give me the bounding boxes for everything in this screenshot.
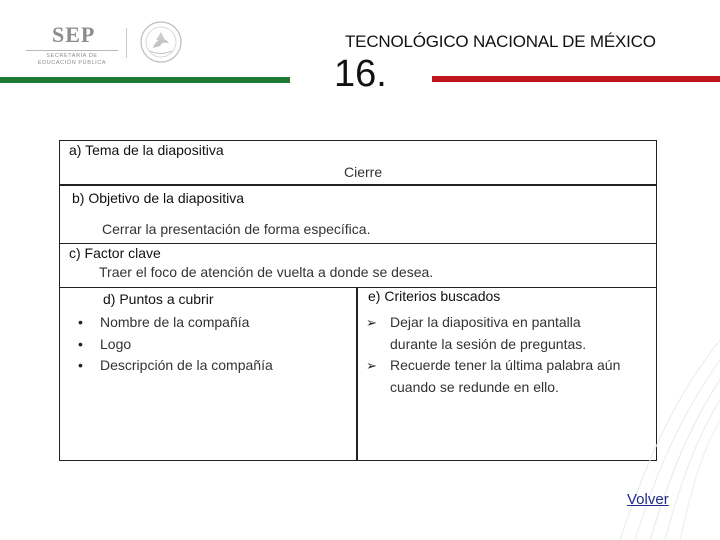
logo-divider [126, 28, 127, 58]
section-e-label: e) Criterios buscados [368, 288, 501, 304]
sep-logo-word: SEP [52, 22, 96, 47]
list-item: ➢ Dejar la diapositiva en pantalla durante la sesión de preguntas. [366, 312, 631, 355]
section-a-label: a) Tema de la diapositiva [69, 142, 224, 158]
list-item: ➢ Recuerde tener la última palabra aún cuando se redunde en ello. [366, 355, 631, 398]
institution-title: TECNOLÓGICO NACIONAL DE MÉXICO [345, 32, 656, 51]
sep-logo-subtitle-2: EDUCACIÓN PÚBLICA [37, 60, 107, 66]
sections-de-divider [356, 287, 358, 460]
list-item: • Nombre de la compañía [76, 312, 346, 334]
list-item: • Descripción de la compañía [76, 355, 346, 377]
list-item: • Logo [76, 334, 346, 356]
section-b-label: b) Objetivo de la diapositiva [72, 190, 244, 206]
volver-link[interactable]: Volver [627, 491, 669, 508]
mexico-seal-icon [136, 20, 186, 64]
red-accent-bar [432, 76, 720, 82]
sep-logo [22, 20, 122, 66]
section-d-list [76, 312, 346, 377]
section-b-text: Cerrar la presentación de forma específica. [102, 221, 371, 237]
sep-logo-divider [26, 50, 118, 51]
section-a-text: Cierre [344, 164, 383, 180]
section-c-label: c) Factor clave [69, 245, 161, 261]
section-d-label: d) Puntos a cubrir [103, 291, 214, 307]
sep-logo-subtitle-1: SECRETARÍA DE [46, 53, 98, 59]
green-accent-bar [0, 77, 290, 83]
slide-number: 16. [334, 53, 387, 95]
section-c-text: Traer el foco de atención de vuelta a donde se desea. [99, 264, 434, 280]
